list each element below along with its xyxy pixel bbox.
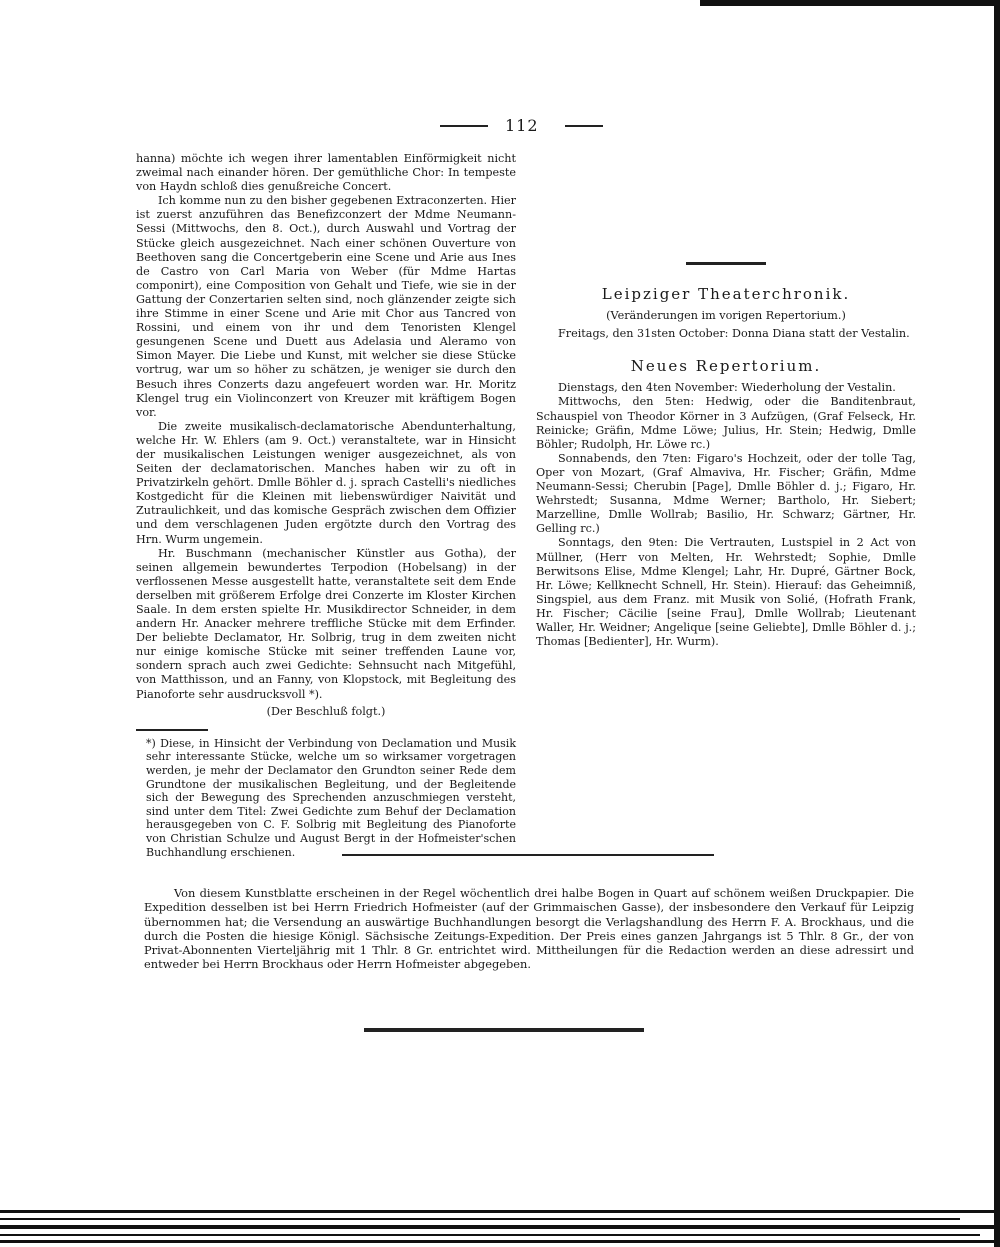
repertory-entry: Sonnabends, den 7ten: Figaro's Hochzeit, oder der tolle Tag, Oper von Mozart, (Graf Almaviva, Hr. Fischer; Gräfin, Mdme Neumann-Sessi; Cherubin [Page], Dmlle Böhler d. j.; Figaro, Hr. Wehrstedt; Susanna, Mdme Werner; Bartholo, Hr. Siebert; Marzelline, Dmlle Wollrab; Basilio, Hr. Schwarz; Gärtner, Hr. Gelling rc.) bbox=[536, 451, 916, 536]
section-divider bbox=[686, 262, 766, 265]
scan-bar bbox=[0, 1234, 980, 1236]
repertory-title: Neues Repertorium. bbox=[630, 357, 822, 376]
section-title: Leipziger Theaterchronik. bbox=[601, 285, 851, 303]
right-column bbox=[536, 152, 916, 649]
scan-bar bbox=[0, 1218, 960, 1220]
paragraph: hanna) möchte ich wegen ihrer lamentablen Einförmigkeit nicht zweimal nach einander hören. Der gemüthliche Chor: In tempeste von Haydn schloß dies genußreiche Concert. bbox=[136, 152, 516, 194]
change-entry: Freitags, den 31sten October: Donna Diana statt der Vestalin. bbox=[558, 327, 910, 341]
left-column bbox=[136, 152, 516, 859]
footnote-text: *) Diese, in Hinsicht der Verbindung von Declamation und Musik sehr interessante Stücke, welche um so wirksamer vorgetragen werden, je mehr der Declamator den Grundton seiner Rede dem Grundtone der musikalischen Begleitung, und der Begleitende sich der Bewegung des Sprechenden anzuschmiegen versteht, sind unter dem Titel: Zwei Gedichte zum Behuf der Declamation herausgegeben von C. F. Solbrig mit Begleitung des Pianoforte von Christian Schulze und August Bergt in der Hofmeister'schen Buchhandlung erschienen. bbox=[146, 736, 516, 859]
paragraph: Die zweite musikalisch-declamatorische Abendunterhaltung, welche Hr. W. Ehlers (am 9. Oct.) veranstaltete, war in Hinsicht der musikalischen Leistungen weniger ausgezeichnet, als von Seiten der declamatorischen. Manches haben wir zu oft in Privatzirkeln gehört. Dmlle Böhler d. j. sprach Castelli's niedliches Kostgedicht für die Kleinen mit liebenswürdiger Naivität und Zutraulichkeit, und das komische Gespräch zwischen dem Offizier und dem verschlagenen Juden ergötzte durch den Vortrag des Hrn. Wurm ungemein. bbox=[136, 419, 516, 546]
page-number: 112 bbox=[505, 116, 539, 135]
paragraph: Hr. Buschmann (mechanischer Künstler aus Gotha), der seinen allgemein bewundertes Terpodion (Hobelsang) in der verflossenen Messe ausgestellt hatte, veranstaltete seit dem Ende derselben mit größerem Erfolge drei Conzerte im Kloster Kirchen Saale. In dem ersten spielte Hr. Musikdirector Schneider, in dem andern Hr. Anacker mehrere treffliche Stücke mit dem Erfinder. Der beliebte Declamator, Hr. Solbrig, trug in dem zweiten nicht nur einige komische Stücke mit seiner treffenden Laune vor, sondern sprach auch zwei Gedichte: Sehnsucht nach Mitgefühl, von Matthisson, und an Fanny, von Klopstock, mit Begleitung des Pianoforte sehr ausdrucksvoll *). bbox=[136, 546, 516, 701]
scan-bar bbox=[0, 1225, 1000, 1229]
publication-note-text: Von diesem Kunstblatte erscheinen in der Regel wöchentlich drei halbe Bogen in Quart auf schönem weißen Druckpapier. Die Expedition desselben ist bei Herrn Friedrich Hofmeister (auf der Grimmaischen Gasse), der insbesondere den Verkauf für Leipzig übernommen hat; die Versendung an auswärtige Buchhandlungen besorgt die Verlagshandlung des Herrn F. A. Brockhaus, und die durch die Posten die hiesige Königl. Sächsische Zeitungs-Expedition. Der Preis eines ganzen Jahrgangs ist 5 Thlr. 8 Gr., der von Privat-Abonnenten Vierteljährig mit 1 Thlr. 8 Gr. entrichtet wird. Mittheilungen für die Redaction werden an diese adressirt und entweder bei Herrn Brockhaus oder Herrn Hofmeister abgegeben. bbox=[144, 886, 914, 972]
scan-edge-right bbox=[994, 0, 1000, 1247]
publication-note bbox=[144, 886, 914, 972]
repertory-entry: Dienstags, den 4ten November: Wiederholung der Vestalin. bbox=[558, 381, 896, 395]
scan-edge-top bbox=[700, 0, 1000, 6]
scan-bar bbox=[0, 1240, 1000, 1243]
paragraph: Ich komme nun zu den bisher gegebenen Extraconzerten. Hier ist zuerst anzuführen das Benefizconzert der Mdme Neumann-Sessi (Mittwochs, den 8. Oct.), durch Auswahl und Vortrag der Stücke gleich ausgezeichnet. Nach einer schönen Ouverture von Beethoven sang die Concertgeberin eine Scene und Arie aus Ines de Castro von Carl Maria von Weber (für Mdme Hartas componirt), eine Composition von Gehalt und Tiefe, wie sie in der Gattung der Conzertarien selten sind, noch glänzender zeigte sich ihre Stimme in einer Scene und Arie mit Chor aus Tancred von Rossini, und einem von ihr und dem Tenoristen Klengel gesungenen Scene und Duett aus Adelasia und Aleramo von Simon Mayer. Die Liebe und Kunst, mit welcher sie diese Stücke vortrug, war um so höher zu schätzen, je weniger sie durch den Besuch ihres Conzerts dazu angefeuert worden war. Hr. Moritz Klengel trug ein Violinconzert von Kreuzer mit kräftigem Bogen vor. bbox=[136, 194, 516, 419]
footnote bbox=[136, 737, 516, 859]
closing-rule bbox=[364, 1028, 644, 1032]
continued-note: (Der Beschluß folgt.) bbox=[266, 704, 386, 718]
repertory-entry: Mittwochs, den 5ten: Hedwig, oder die Banditenbraut, Schauspiel von Theodor Körner in 3 Aufzügen, (Graf Felseck, Hr. Reinicke; Gräfin, Mdme Löwe; Julius, Hr. Stein; Hedwig, Dmlle Böhler; Rudolph, Hr. Löwe rc.) bbox=[536, 395, 916, 451]
changes-heading: (Veränderungen im vorigen Repertorium.) bbox=[606, 309, 846, 323]
scan-bar bbox=[0, 1210, 1000, 1213]
repertory-entry: Sonntags, den 9ten: Die Vertrauten, Lustspiel in 2 Act von Müllner, (Herr von Melten, Hr. Wehrstedt; Sophie, Dmlle Berwitsons Elise, Mdme Klengel; Lahr, Hr. Dupré, Gärtner Bock, Hr. Löwe; Kellknecht Schnell, Hr. Stein). Hierauf: das Geheimniß, Singspiel, aus dem Franz. mit Musik von Solié, (Hofrath Frank, Hr. Fischer; Cäcilie [seine Frau], Dmlle Wollrab; Lieutenant Waller, Hr. Weidner; Angelique [seine Geliebte], Dmlle Böhler d. j.; Thomas [Bedienter], Hr. Wurm). bbox=[536, 536, 916, 649]
footnote-rule bbox=[136, 729, 208, 731]
page-number-dash-left bbox=[440, 125, 488, 127]
page-number-dash-right bbox=[565, 125, 603, 127]
column-end-rule bbox=[342, 854, 714, 856]
